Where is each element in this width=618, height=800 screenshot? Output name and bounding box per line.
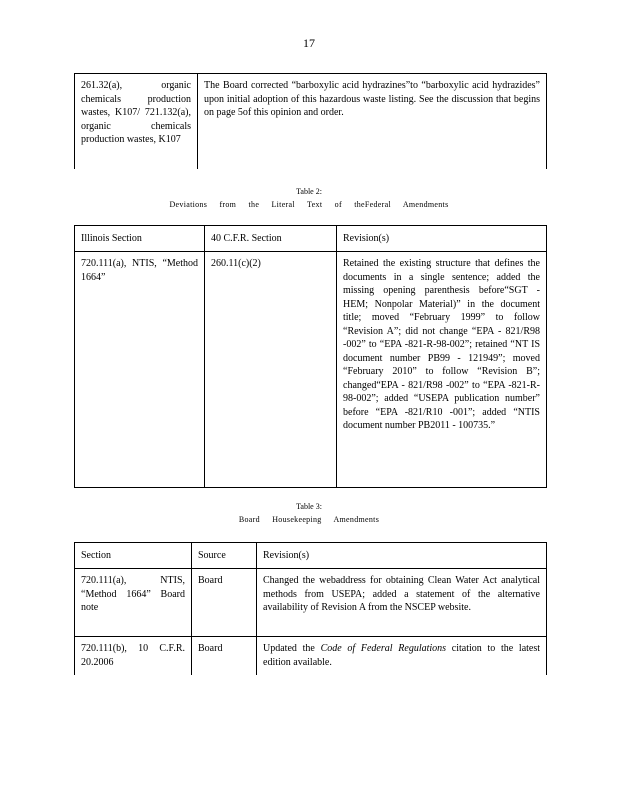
table-3-subtitle: Board Housekeeping Amendments xyxy=(238,515,380,524)
header-revisions: Revision(s) xyxy=(337,226,547,252)
header-cfr-section: 40 C.F.R. Section xyxy=(205,226,337,252)
revision-italic-title: Code of Federal Regulations xyxy=(320,643,447,654)
table-2-caption xyxy=(0,185,618,211)
table-3 xyxy=(74,542,547,675)
table-row xyxy=(75,252,547,488)
cfr-section-cell: 260.11(c)(2) xyxy=(205,252,337,488)
table-1-continuation xyxy=(74,73,547,169)
table-row xyxy=(75,637,547,675)
table-header-row xyxy=(75,543,547,569)
source-cell: Board xyxy=(192,637,257,675)
header-revisions: Revision(s) xyxy=(257,543,547,569)
table-3-title: Table 3: xyxy=(296,502,322,511)
revision-cell xyxy=(257,637,547,675)
table-row xyxy=(75,74,547,169)
source-cell: Board xyxy=(192,569,257,637)
table-row xyxy=(75,569,547,637)
header-source: Source xyxy=(192,543,257,569)
section-cell: 720.111(b), 10 C.F.R. 20.2006 xyxy=(75,637,192,675)
revision-cell: Changed the webaddress for obtaining Clean Water Act analytical methods from USEPA; added a statement of the alternative availability of Revision A from the NSCEP website. xyxy=(257,569,547,637)
revision-text-before: Updated the xyxy=(263,643,315,654)
table-2-subtitle: Deviations from the Literal Text of theFederal Amendments xyxy=(169,200,449,209)
table-3-caption xyxy=(0,500,618,526)
table-header-row xyxy=(75,226,547,252)
header-illinois-section: Illinois Section xyxy=(75,226,205,252)
section-cell: 720.111(a), NTIS, “Method 1664” Board note xyxy=(75,569,192,637)
page-number: 17 xyxy=(303,36,315,50)
table-2-title: Table 2: xyxy=(296,187,322,196)
illinois-section-cell: 720.111(a), NTIS, “Method 1664” xyxy=(75,252,205,488)
table-2 xyxy=(74,225,547,488)
header-section: Section xyxy=(75,543,192,569)
revision-text-after: citation to the latest edition available. xyxy=(263,643,541,668)
revision-cell: The Board corrected “barboxylic acid hydrazines”to “barboxylic acid hydrazides” upon initial adoption of this hazardous waste listing. See the discussion that begins on page 5of this opinion and order. xyxy=(198,74,547,169)
revision-cell: Retained the existing structure that defines the documents in a single sentence; added the missing opening parenthesis before“SGT - HEM; Nonpolar Material)” in the document title; moved “February 1999” to follow “Revision A”; did not change “EPA - 821/R98 -002” to “EPA -821-R-98-002”; retained “NT IS document number PB99 - 121949”; moved “February 2010” to follow “Revision B”; changed“EPA - 821/R98 -002” to “EPA -821-R-98-002”; added “USEPA publication number” before “EPA -821/R10 -001”; added “NTIS document number PB2011 - 100735.” xyxy=(337,252,547,488)
section-cell: 261.32(a), organic chemicals production wastes, K107/ 721.132(a), organic chemicals production wastes, K107 xyxy=(75,74,198,169)
